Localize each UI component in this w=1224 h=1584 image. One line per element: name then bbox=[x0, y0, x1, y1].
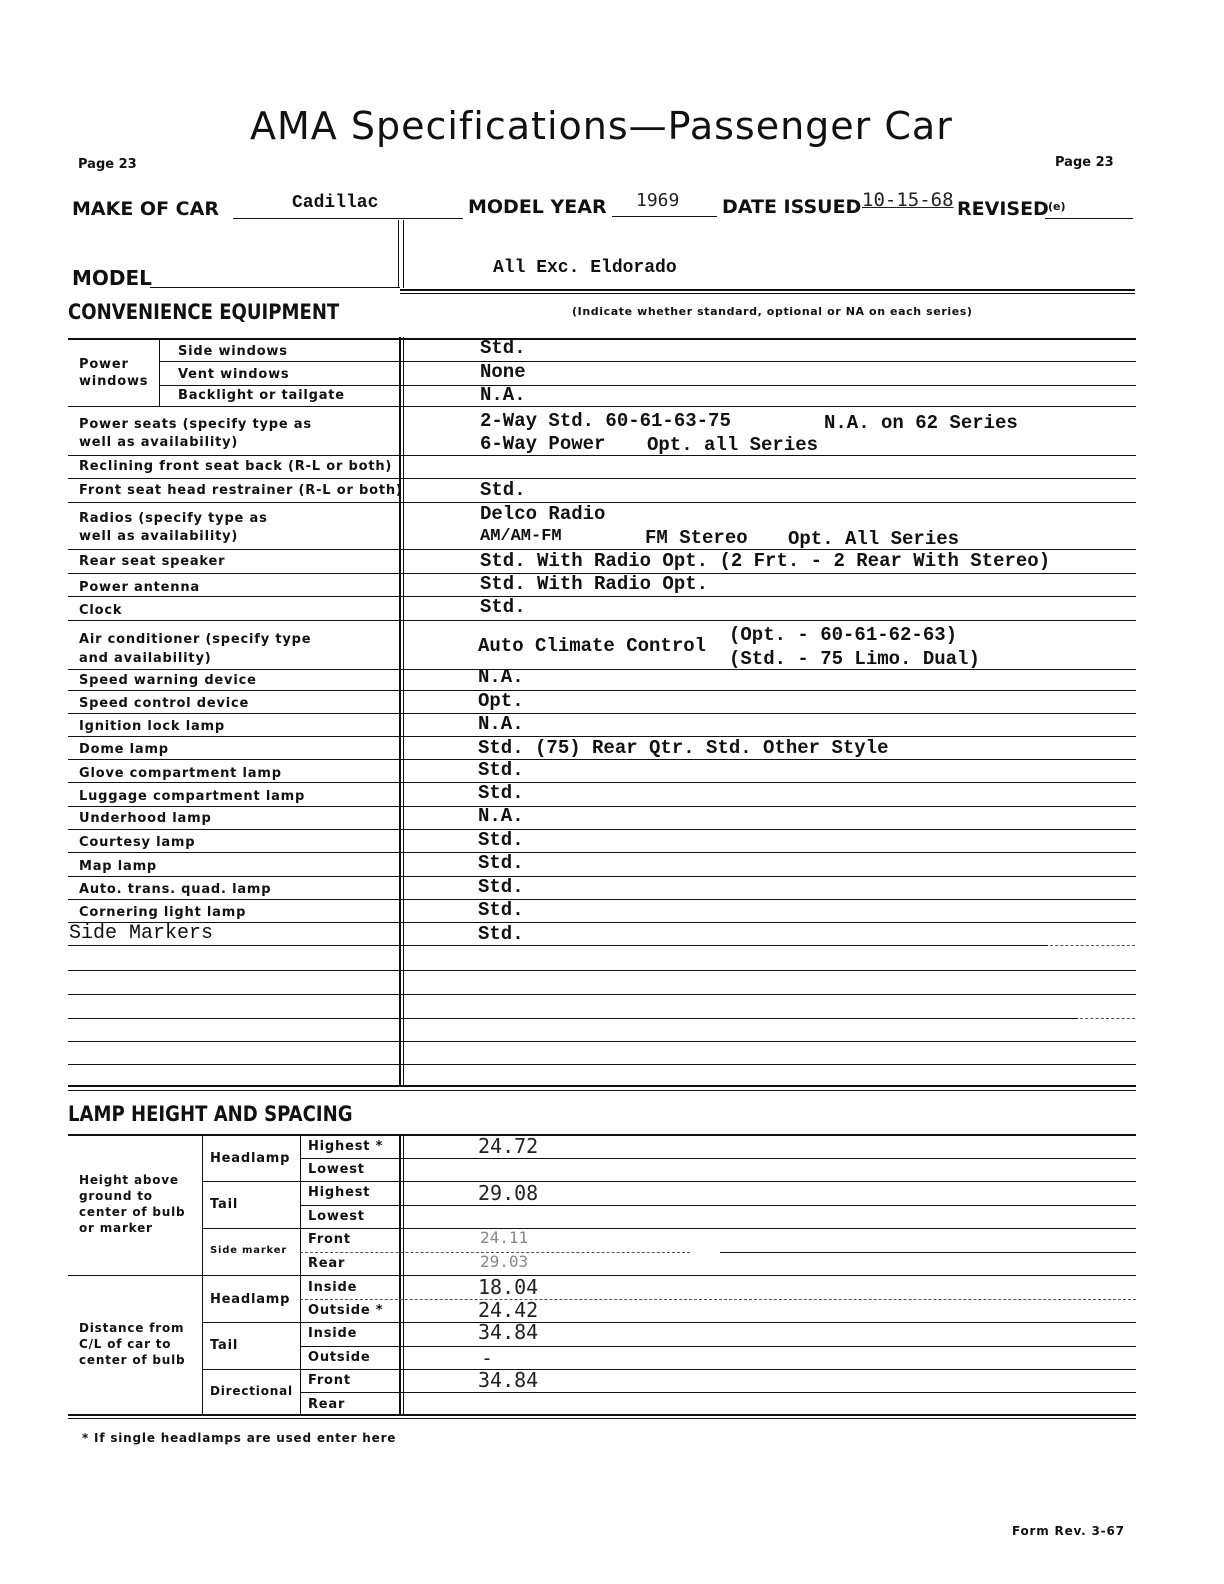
dir-rear-label: Rear bbox=[308, 1397, 346, 1412]
sm-rear-label: Rear bbox=[308, 1256, 346, 1271]
footnote: * If single headlamps are used enter here bbox=[82, 1431, 397, 1445]
model-year-label: MODEL YEAR bbox=[468, 196, 607, 218]
height-group-label: Height above ground to center of bulb or marker bbox=[79, 1173, 186, 1235]
rear-speaker-value: Std. With Radio Opt. (2 Frt. - 2 Rear With Stereo) bbox=[480, 550, 1051, 572]
rear-speaker-label: Rear seat speaker bbox=[79, 554, 226, 569]
glove-lamp-label: Glove compartment lamp bbox=[79, 766, 282, 781]
tail-lowest-label: Lowest bbox=[308, 1209, 365, 1224]
antenna-label: Power antenna bbox=[79, 580, 200, 595]
headlamp-height-label: Headlamp bbox=[210, 1151, 291, 1166]
antenna-value: Std. With Radio Opt. bbox=[480, 573, 709, 595]
courtesy-lamp-value: Std. bbox=[478, 829, 524, 851]
quad-lamp-label: Auto. trans. quad. lamp bbox=[79, 882, 272, 897]
convenience-heading: CONVENIENCE EQUIPMENT bbox=[68, 300, 340, 324]
cornering-lamp-label: Cornering light lamp bbox=[79, 905, 247, 920]
date-issued-label: DATE ISSUED bbox=[722, 196, 862, 218]
headlamp-highest-label: Highest * bbox=[308, 1139, 384, 1154]
sm-rear-value: 29.03 bbox=[480, 1252, 529, 1271]
page-number-right: Page 23 bbox=[1055, 155, 1114, 170]
tail-highest-label: Highest bbox=[308, 1185, 371, 1200]
tail-inside-label: Inside bbox=[308, 1326, 358, 1341]
clock-value: Std. bbox=[480, 596, 526, 618]
side-windows-value: Std. bbox=[480, 337, 526, 359]
courtesy-lamp-label: Courtesy lamp bbox=[79, 835, 196, 850]
clock-label: Clock bbox=[79, 603, 123, 618]
cornering-lamp-value: Std. bbox=[478, 899, 524, 921]
tail-outside-label: Outside bbox=[308, 1350, 371, 1365]
tail-height-label: Tail bbox=[210, 1197, 239, 1212]
revised-value: (e) bbox=[1048, 200, 1066, 213]
tail-inside-value: 34.84 bbox=[478, 1320, 539, 1344]
make-label: MAKE OF CAR bbox=[72, 198, 219, 220]
quad-lamp-value: Std. bbox=[478, 876, 524, 898]
ignition-lock-value: N.A. bbox=[478, 713, 524, 735]
speed-warning-value: N.A. bbox=[478, 666, 524, 688]
power-seats-value-1: 2-Way Std. 60-61-63-75 bbox=[480, 410, 731, 432]
headlamp-highest-value: 24.72 bbox=[478, 1134, 539, 1158]
dome-lamp-value: Std. (75) Rear Qtr. Std. Other Style bbox=[478, 737, 889, 759]
luggage-lamp-value: Std. bbox=[478, 782, 524, 804]
ac-label: Air conditioner (specify type and availability) bbox=[79, 632, 312, 666]
tail-highest-value: 29.08 bbox=[478, 1181, 539, 1205]
date-issued-value: 10-15-68 bbox=[862, 189, 954, 211]
sm-front-value: 24.11 bbox=[480, 1228, 529, 1247]
page-title: AMA Specifications—Passenger Car bbox=[250, 104, 953, 148]
side-markers-label: Side Markers bbox=[69, 922, 214, 945]
power-windows-label: Power windows bbox=[79, 357, 149, 389]
power-seats-value-2b: Opt. all Series bbox=[647, 434, 819, 456]
radios-value-2a: AM/AM-FM bbox=[480, 527, 562, 546]
dir-front-label: Front bbox=[308, 1373, 351, 1388]
underhood-lamp-value: N.A. bbox=[478, 805, 524, 827]
radios-value-2b: FM Stereo bbox=[645, 527, 748, 549]
headlamp-inside-label: Inside bbox=[308, 1280, 358, 1295]
distance-group-label: Distance from C/L of car to center of bulb bbox=[79, 1321, 186, 1367]
page-number-left: Page 23 bbox=[78, 157, 137, 172]
power-seats-value-1b: N.A. on 62 Series bbox=[824, 412, 1018, 434]
vent-windows-label: Vent windows bbox=[178, 367, 290, 382]
side-windows-label: Side windows bbox=[178, 344, 288, 359]
tail-outside-value: - bbox=[481, 1346, 494, 1370]
model-label: MODEL bbox=[72, 266, 152, 290]
make-value: Cadillac bbox=[292, 193, 379, 213]
map-lamp-value: Std. bbox=[478, 852, 524, 874]
power-seats-value-2: 6-Way Power bbox=[480, 433, 606, 455]
ac-value: Auto Climate Control bbox=[478, 635, 707, 657]
model-year-value: 1969 bbox=[636, 190, 680, 211]
directional-label: Directional bbox=[210, 1384, 293, 1398]
backlight-label: Backlight or tailgate bbox=[178, 388, 345, 403]
revised-label: REVISED bbox=[957, 198, 1049, 220]
backlight-value: N.A. bbox=[480, 384, 526, 406]
ignition-lock-label: Ignition lock lamp bbox=[79, 719, 225, 734]
convenience-note: (Indicate whether standard, optional or NA on each series) bbox=[572, 305, 973, 318]
lamp-heading: LAMP HEIGHT AND SPACING bbox=[68, 1102, 353, 1126]
headlamp-outside-value: 24.42 bbox=[478, 1298, 539, 1322]
head-restrainer-label: Front seat head restrainer (R-L or both) bbox=[79, 483, 403, 498]
underhood-lamp-label: Underhood lamp bbox=[79, 811, 212, 826]
headlamp-inside-value: 18.04 bbox=[478, 1275, 539, 1299]
side-marker-label: Side marker bbox=[210, 1245, 288, 1256]
form-revision: Form Rev. 3-67 bbox=[1012, 1524, 1125, 1538]
vent-windows-value: None bbox=[480, 361, 526, 383]
headlamp-lowest-label: Lowest bbox=[308, 1162, 365, 1177]
head-restrainer-value: Std. bbox=[480, 479, 526, 501]
luggage-lamp-label: Luggage compartment lamp bbox=[79, 789, 306, 804]
ac-value-b1: (Opt. - 60-61-62-63) bbox=[729, 624, 958, 646]
headlamp-outside-label: Outside * bbox=[308, 1303, 384, 1318]
model-value: All Exc. Eldorado bbox=[493, 258, 677, 278]
headlamp-distance-label: Headlamp bbox=[210, 1292, 291, 1307]
side-markers-value: Std. bbox=[478, 923, 524, 945]
map-lamp-label: Map lamp bbox=[79, 859, 158, 874]
radios-label: Radios (specify type as well as availability) bbox=[79, 511, 268, 544]
ac-value-b2: (Std. - 75 Limo. Dual) bbox=[729, 648, 980, 670]
radios-value-2c: Opt. All Series bbox=[788, 528, 960, 550]
speed-control-label: Speed control device bbox=[79, 696, 250, 711]
speed-control-value: Opt. bbox=[478, 690, 524, 712]
tail-distance-label: Tail bbox=[210, 1338, 239, 1353]
speed-warning-label: Speed warning device bbox=[79, 673, 257, 688]
glove-lamp-value: Std. bbox=[478, 759, 524, 781]
power-seats-label: Power seats (specify type as well as availability) bbox=[79, 417, 312, 450]
dir-front-value: 34.84 bbox=[478, 1368, 539, 1392]
radios-value-1: Delco Radio bbox=[480, 503, 606, 525]
sm-front-label: Front bbox=[308, 1232, 351, 1247]
dome-lamp-label: Dome lamp bbox=[79, 742, 169, 757]
reclining-label: Reclining front seat back (R-L or both) bbox=[79, 459, 393, 474]
